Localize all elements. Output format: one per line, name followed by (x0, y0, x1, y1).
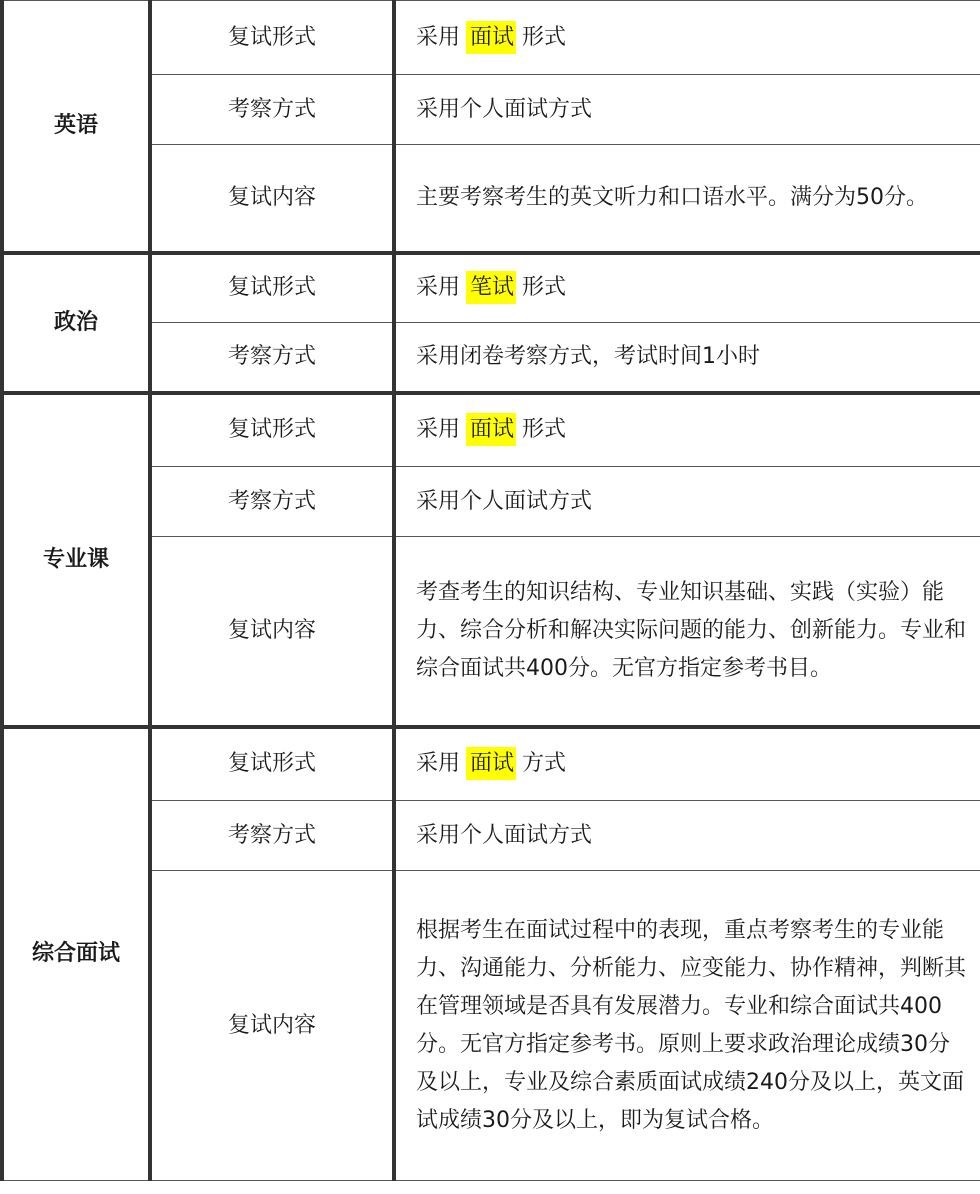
item-label: 复试形式 (150, 393, 394, 467)
item-label: 复试形式 (150, 1, 394, 75)
item-label: 考察方式 (150, 801, 394, 871)
detail-text: 采用闭卷考察方式，考试时间1小时 (394, 323, 980, 393)
item-label: 复试形式 (150, 727, 394, 801)
detail-text: 采用个人面试方式 (394, 801, 980, 871)
detail-suffix: 形式 (522, 24, 567, 50)
item-label: 复试内容 (150, 145, 394, 253)
item-label: 复试内容 (150, 871, 394, 1181)
detail-suffix: 方式 (522, 751, 567, 777)
detail-prefix: 采用 (416, 275, 461, 301)
item-label: 考察方式 (150, 323, 394, 393)
detail-prefix: 采用 (416, 417, 461, 443)
highlighted-keyword: 面试 (466, 413, 516, 446)
detail-text: 考查考生的知识结构、专业知识基础、实践（实验）能力、综合分析和解决实际问题的能力、创新能力。专业和综合面试共400分。无官方指定参考书目。 (394, 537, 980, 727)
highlighted-keyword: 笔试 (466, 271, 516, 304)
subject-major-course: 专业课 (2, 393, 150, 727)
item-label: 复试形式 (150, 253, 394, 323)
detail-text: 采用个人面试方式 (394, 75, 980, 145)
subject-comprehensive-interview: 综合面试 (2, 727, 150, 1181)
highlighted-keyword: 面试 (466, 21, 516, 54)
detail-suffix: 形式 (522, 417, 567, 443)
detail-prefix: 采用 (416, 751, 461, 777)
item-label: 考察方式 (150, 467, 394, 537)
subject-english: 英语 (2, 1, 150, 253)
highlighted-keyword: 面试 (466, 747, 516, 780)
detail-cell (394, 727, 980, 801)
item-label: 考察方式 (150, 75, 394, 145)
detail-prefix: 采用 (416, 24, 461, 50)
detail-cell (394, 393, 980, 467)
detail-cell (394, 1, 980, 75)
detail-text: 采用个人面试方式 (394, 467, 980, 537)
detail-suffix: 形式 (522, 275, 567, 301)
subject-politics: 政治 (2, 253, 150, 393)
item-label: 复试内容 (150, 537, 394, 727)
detail-cell (394, 253, 980, 323)
detail-text: 根据考生在面试过程中的表现，重点考察考生的专业能力、沟通能力、分析能力、应变能力、协作精神，判断其在管理领域是否具有发展潜力。专业和综合面试共400分。无官方指定参考书。原则上要求政治理论成绩30分及以上，专业及综合素质面试成绩240分及以上，英文面试成绩30分及以上，即为复试合格。 (394, 871, 980, 1181)
detail-text: 主要考察考生的英文听力和口语水平。满分为50分。 (394, 145, 980, 253)
